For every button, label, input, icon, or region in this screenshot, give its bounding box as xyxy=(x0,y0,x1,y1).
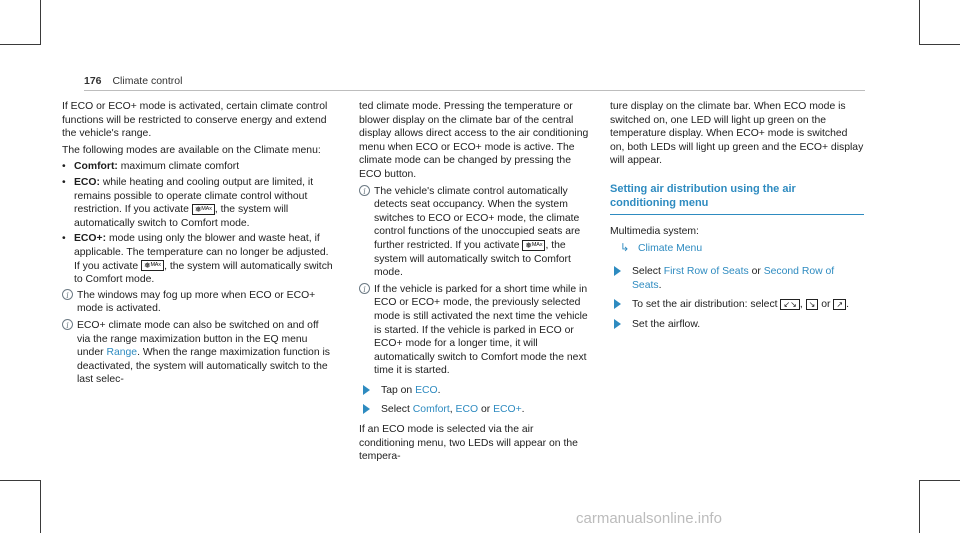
air-distribution-icon: ↙↘ xyxy=(780,299,799,310)
instruction-step: To set the air distribution: select ↙↘ , ↘ or ↗ . xyxy=(610,298,864,312)
step-arrow-icon xyxy=(614,299,621,309)
bullet: • xyxy=(62,161,66,173)
menu-path xyxy=(610,242,864,256)
list-item: • ECO+: mode using only the blower and waste heat, if applicable. The temperature can no longer be adjusted. If you activate ❅ᴹᴬˣ , the system will automatically switch to Comfort mode. xyxy=(62,233,333,286)
column-2 xyxy=(359,100,590,467)
continued-paragraph: ture display on the climate bar. When ECO mode is switched on, one LED will light up green on the temperature display. When ECO+ mode is switched on, both LEDs will light up green and the ECO+ display will appear. xyxy=(610,101,864,167)
comfort-link[interactable]: Comfort xyxy=(412,404,450,416)
instruction-step: Select First Row of Seats or Second Row of Seats. xyxy=(610,265,864,292)
modes-intro: The following modes are available on the Climate menu: xyxy=(62,144,321,156)
crop-mark xyxy=(0,44,41,45)
page-header xyxy=(84,75,182,87)
step-arrow-icon xyxy=(363,385,370,395)
path-arrow-icon: ↳ xyxy=(620,241,630,254)
mode-label: ECO+: xyxy=(74,233,107,245)
max-airflow-icon: ❅ᴹᴬˣ xyxy=(192,204,215,215)
mode-label: ECO: xyxy=(74,176,100,188)
step-arrow-icon xyxy=(614,319,621,329)
info-icon: i xyxy=(359,283,370,294)
crop-mark xyxy=(919,480,920,533)
info-icon: i xyxy=(62,289,73,300)
info-icon: i xyxy=(62,319,73,330)
instruction-step: Select Comfort, ECO or ECO+. xyxy=(359,403,590,417)
crop-mark xyxy=(0,480,41,481)
bullet: • xyxy=(62,176,66,188)
crop-mark xyxy=(919,480,960,481)
info-icon: i xyxy=(359,185,370,196)
section-name: Climate control xyxy=(112,75,183,87)
second-row-link[interactable]: Second Row of Seats xyxy=(632,266,835,291)
crop-mark xyxy=(40,0,41,45)
column-3 xyxy=(610,100,864,338)
mode-label: Comfort: xyxy=(74,161,118,173)
note: i ECO+ climate mode can also be switched on and off via the range maximization button in the EQ menu under Range. When the range maximization function is deactivated, the system will automatically switch to the last selec- xyxy=(62,319,334,387)
multimedia-label: Multimedia system: xyxy=(610,225,699,237)
instruction-step: Set the airflow. xyxy=(610,318,864,332)
max-airflow-icon: ❅ᴹᴬˣ xyxy=(141,260,164,271)
climate-menu-link[interactable]: Climate Menu xyxy=(638,242,703,254)
continued-paragraph: ted climate mode. Pressing the temperature or blower display on the climate bar of the central display allows direct access to the air conditioning menu when ECO or ECO+ mode is active. The climate mode can be changed by pressing the ECO button. xyxy=(359,101,589,180)
instruction-step: Tap on ECO. xyxy=(359,384,590,398)
crop-mark xyxy=(919,44,960,45)
list-item: • ECO: while heating and cooling output are limited, it remains possible to operate climate control without restriction. If you activate ❅ᴹᴬˣ , the system will automatically switch to Comfort mode. xyxy=(62,176,314,229)
air-distribution-icon: ↘ xyxy=(806,299,819,310)
column-1 xyxy=(62,100,334,390)
note: i The windows may fog up more when ECO or ECO+ mode is activated. xyxy=(62,289,334,316)
header-divider xyxy=(84,90,865,91)
crop-mark xyxy=(40,480,41,533)
max-airflow-icon: ❅ᴹᴬˣ xyxy=(522,240,545,251)
eco-link[interactable]: ECO xyxy=(455,404,479,416)
section-title: Setting air distribution using the air conditioning menu xyxy=(610,182,796,209)
step-arrow-icon xyxy=(363,404,370,414)
note: i The vehicle's climate control automatically detects seat occupancy. When the system switches to ECO or ECO+ mode, the climate control functions of the unoccupied seats are further restricted. If you activate ❅ᴹᴬˣ , the system will automatically switch to Comfort mode. xyxy=(359,185,590,280)
watermark: carmanualsonline.info xyxy=(576,510,722,527)
step-arrow-icon xyxy=(614,266,621,276)
crop-mark xyxy=(919,0,920,45)
tail-paragraph: If an ECO mode is selected via the air conditioning menu, two LEDs will appear on the tempera- xyxy=(359,424,578,463)
list-item: • Comfort: maximum climate comfort xyxy=(62,161,240,173)
eco-plus-link[interactable]: ECO+ xyxy=(493,404,522,416)
page-number: 176 xyxy=(84,75,102,87)
first-row-link[interactable]: First Row of Seats xyxy=(663,266,749,278)
bullet: • xyxy=(62,233,66,245)
intro-paragraph: If ECO or ECO+ mode is activated, certain climate control functions will be restricted to conserve energy and extend the vehicle's range. xyxy=(62,101,328,140)
air-distribution-icon: ↗ xyxy=(833,299,846,310)
eco-link[interactable]: ECO xyxy=(415,384,438,396)
note: i If the vehicle is parked for a short time while in ECO or ECO+ mode, the previously selected mode is still activated the next time the vehicle is started. If the vehicle is parked in ECO or ECO+ mode for a longer time, it will automatically switch to Comfort mode the next time it is started. xyxy=(359,283,590,378)
section-divider xyxy=(610,214,864,215)
range-menu-link[interactable]: Range xyxy=(106,347,138,359)
